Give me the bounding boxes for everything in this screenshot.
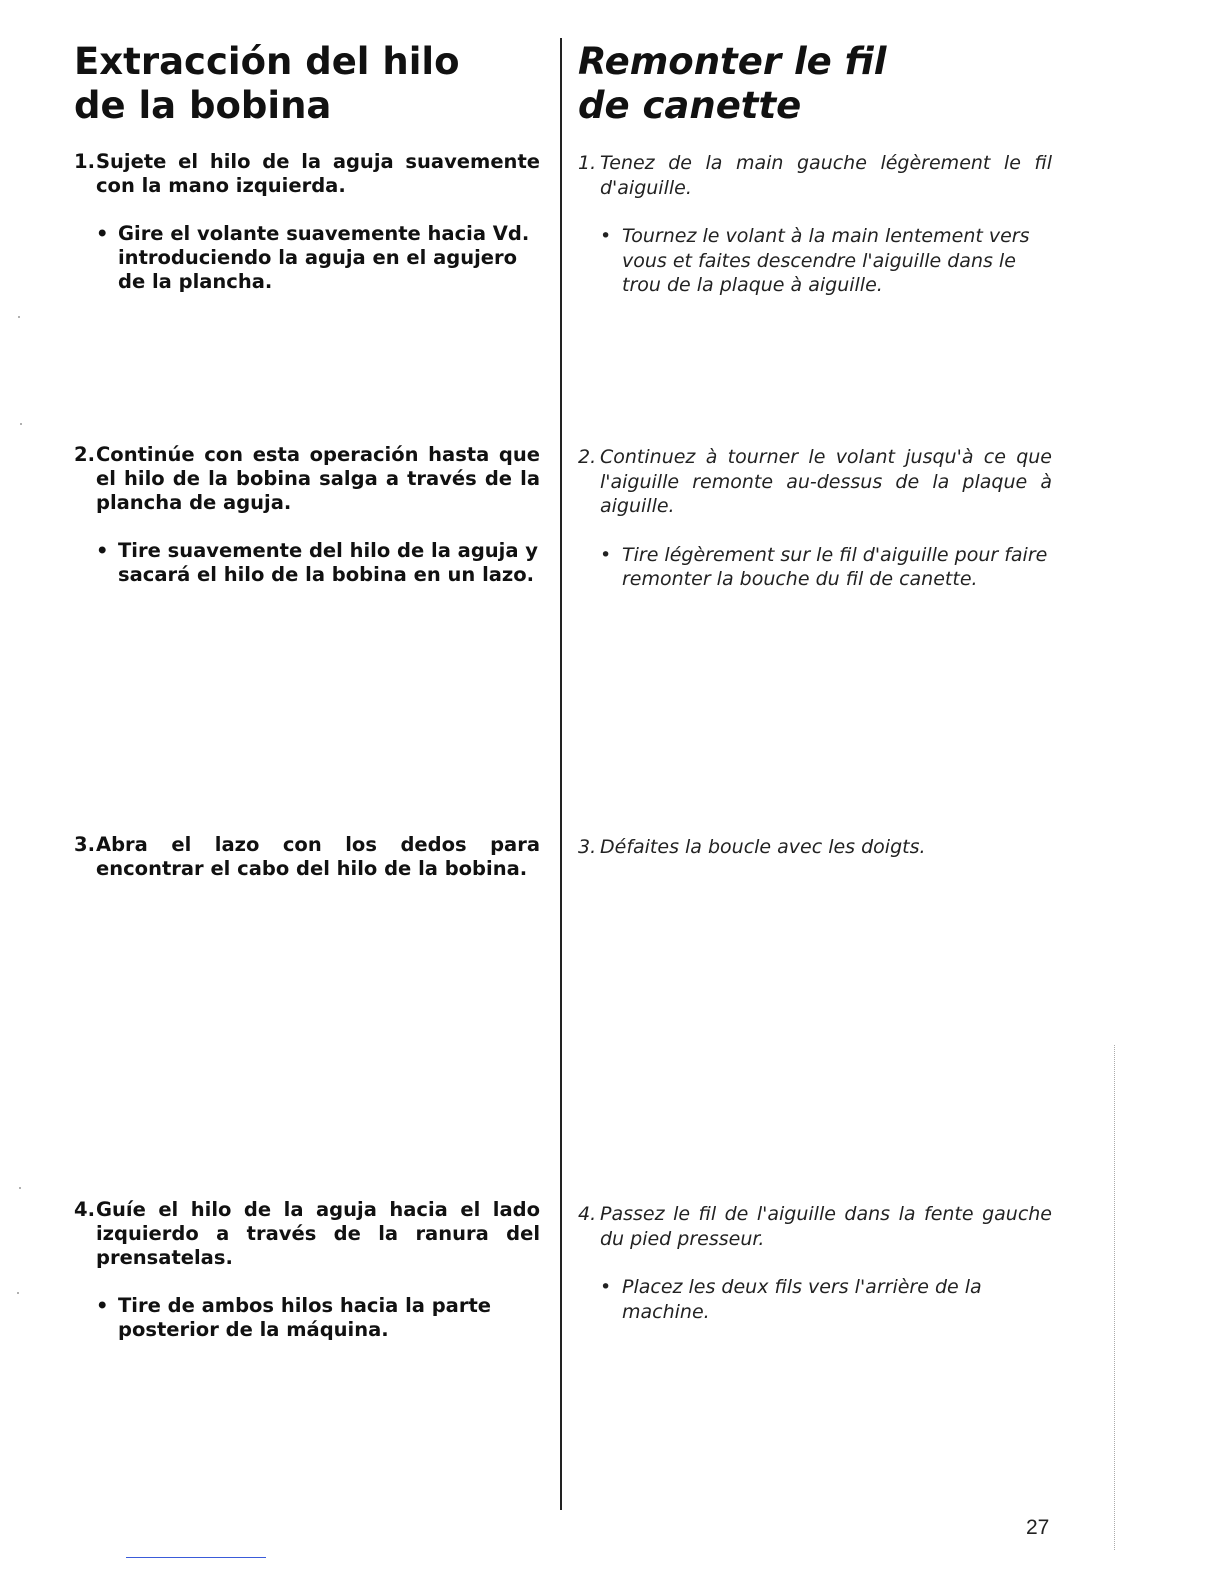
scan-speck xyxy=(20,423,22,425)
step-bullet-text: Tire de ambos hilos hacia la parte posterior de la máquina. xyxy=(118,1294,492,1341)
bullet-icon: • xyxy=(600,1276,612,1298)
french-step-4 xyxy=(578,1202,1052,1324)
spanish-title-line-2: de la bobina xyxy=(74,84,332,127)
column-divider xyxy=(560,38,562,1510)
step-text: Passez le fil de l'aiguille dans la fente gauche du pied presseur. xyxy=(600,1203,1052,1250)
scan-speck xyxy=(18,316,20,318)
scan-speck xyxy=(17,1292,19,1294)
bullet-icon: • xyxy=(600,225,612,247)
step-number: 4. xyxy=(74,1198,95,1221)
french-step-1 xyxy=(578,151,1052,298)
french-title-line-1: Remonter le fil xyxy=(578,40,887,83)
step-bullet-text: Gire el volante suavemente hacia Vd. introduciendo la aguja en el agujero de la plancha. xyxy=(118,222,530,293)
french-title-line-2: de canette xyxy=(578,84,802,127)
scan-edge-artifact xyxy=(1114,1045,1116,1550)
step-text: Tenez de la main gauche légèrement le fil d'aiguille. xyxy=(600,152,1052,199)
step-number: 1. xyxy=(578,152,597,174)
step-text: Continuez à tourner le volant jusqu'à ce que l'aiguille remonte au-dessus de la plaque à aiguille. xyxy=(600,446,1052,517)
bullet-icon: • xyxy=(96,1294,109,1317)
french-step-3 xyxy=(578,835,1052,860)
step-number: 2. xyxy=(578,446,597,468)
step-text: Abra el lazo con los dedos para encontrar el cabo del hilo de la bobina. xyxy=(96,833,540,880)
page-number: 27 xyxy=(1026,1516,1050,1539)
step-text: Continúe con esta operación hasta que el hilo de la bobina salga a través de la plancha de aguja. xyxy=(96,443,540,514)
spanish-step-1 xyxy=(74,150,540,294)
step-number: 4. xyxy=(578,1203,597,1225)
step-text: Guíe el hilo de la aguja hacia el lado izquierdo a través de la ranura del prensatelas. xyxy=(96,1198,540,1269)
bullet-icon: • xyxy=(96,222,109,245)
french-step-2 xyxy=(578,445,1052,592)
spanish-step-4 xyxy=(74,1198,540,1342)
spanish-title-line-1: Extracción del hilo xyxy=(74,40,460,83)
step-number: 3. xyxy=(74,833,95,856)
scan-speck xyxy=(19,1187,21,1189)
step-number: 3. xyxy=(578,836,597,858)
step-bullet-text: Tire suavemente del hilo de la aguja y sacará el hilo de la bobina en un lazo. xyxy=(118,539,539,586)
spanish-step-2 xyxy=(74,443,540,587)
step-bullet-text: Tire légèrement sur le fil d'aiguille pour faire remonter la bouche du fil de canette. xyxy=(622,543,1048,590)
spanish-title xyxy=(74,40,544,128)
french-title xyxy=(578,40,1048,128)
bullet-icon: • xyxy=(96,539,109,562)
spanish-step-3 xyxy=(74,833,540,881)
bullet-icon: • xyxy=(600,543,612,566)
step-number: 1. xyxy=(74,150,95,173)
step-text: Défaites la boucle avec les doigts. xyxy=(600,836,926,858)
step-bullet-text: Placez les deux fils vers l'arrière de la machine. xyxy=(622,1276,982,1323)
step-text: Sujete el hilo de la aguja suavemente con la mano izquierda. xyxy=(96,150,540,197)
step-bullet-text: Tournez le volant à la main lentement vers vous et faites descendre l'aiguille dans le trou de la plaque à aiguille. xyxy=(622,225,1030,296)
step-number: 2. xyxy=(74,443,95,466)
footer-rule xyxy=(126,1557,266,1558)
